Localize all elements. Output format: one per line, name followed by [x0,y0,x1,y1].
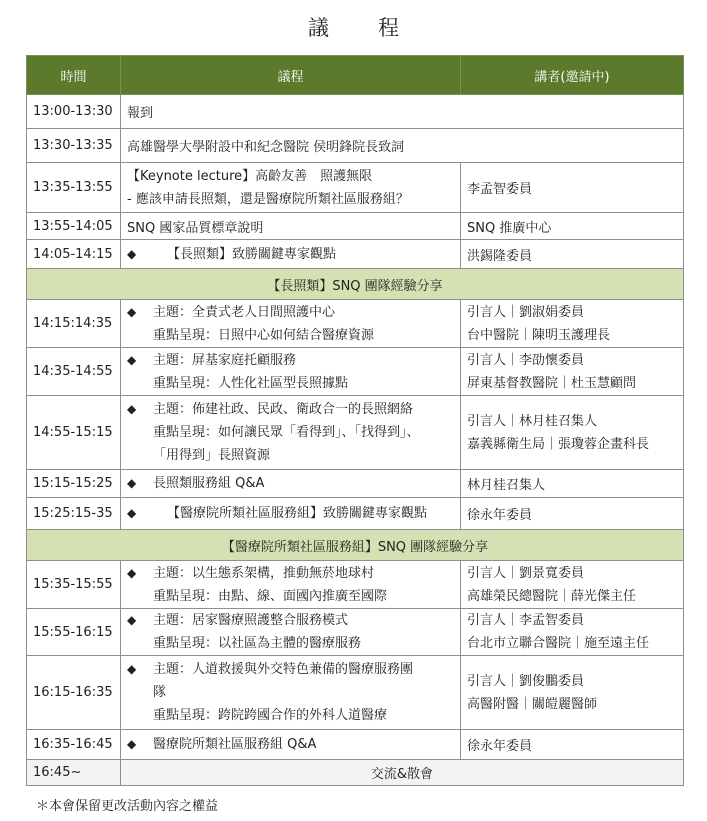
table-row [27,300,684,348]
header-time: 時間 [27,56,121,95]
moderator-line: 引言人｜劉俊鵬委員 [467,673,585,689]
time-cell: 15:25:15-35 [27,498,121,530]
table-row [27,609,684,656]
agenda-cell [121,240,461,269]
topic-line: 主題：佈建社政、民政、衛政合一的長照網絡 [153,402,414,417]
diamond-bullet-icon: ◆ [127,304,137,319]
topic-line: 主題：以生態系架構，推動無菸地球村 [153,565,375,581]
diamond-bullet-icon: ◆ [127,246,137,261]
agenda-line: 【Keynote lecture】高齡友善 照護無限 [127,168,373,184]
diamond-bullet-icon: ◆ [127,352,137,367]
speaker-cell [461,348,684,396]
table-row [27,396,684,470]
moderator-line: 引言人｜林月桂召集人 [467,413,598,429]
table-row [27,129,684,163]
highlight-line: 重點呈現：日照中心如何結合醫療資源 [153,327,375,343]
speaker-cell [461,609,684,656]
agenda-cell [121,498,461,530]
diamond-bullet-icon: ◆ [127,506,137,520]
agenda-cell: 高雄醫學大學附設中和紀念醫院 侯明鋒院長致詞 [121,129,684,163]
page-title: 議 程 [308,16,413,40]
speaker-line: 嘉義縣衛生局｜張瓊蓉企畫科長 [467,436,650,452]
diamond-bullet-icon: ◆ [127,402,137,416]
agenda-cell [121,656,461,730]
section-row [27,269,684,300]
moderator-line: 引言人｜李孟智委員 [467,613,585,628]
speaker-cell [461,396,684,470]
diamond-bullet-icon: ◆ [127,476,137,490]
time-cell: 15:15-15:25 [27,470,121,498]
speaker-cell: SNQ 推廣中心 [461,213,684,240]
table-row [27,240,684,269]
highlight-line: 重點呈現：如何讓民眾「看得到」、「找得到」、 [153,425,420,440]
table-row [27,730,684,760]
moderator-line: 引言人｜劉景寬委員 [467,565,585,581]
speaker-cell: 李孟智委員 [461,163,684,213]
table-header-row [27,56,684,95]
agenda-cell: SNQ 國家品質標章說明 [121,213,461,240]
header-speaker: 講者(邀請中) [461,56,684,95]
agenda-cell [121,396,461,470]
time-cell: 15:55-16:15 [27,609,121,656]
speaker-cell: 林月桂召集人 [461,470,684,498]
speaker-line: 台北市立聯合醫院｜施至遠主任 [467,636,650,651]
table-row [27,163,684,213]
diamond-bullet-icon: ◆ [127,662,137,676]
table-row [27,498,684,530]
time-cell: 16:15-16:35 [27,656,121,730]
speaker-line: 屏東基督教醫院｜杜玉慧顧問 [467,375,637,391]
time-cell: 14:05-14:15 [27,240,121,269]
table-row [27,656,684,730]
speaker-cell: 洪錫隆委員 [461,240,684,269]
section-heading: 【長照類】SNQ 團隊經驗分享 [27,269,684,300]
speaker-cell [461,300,684,348]
time-cell: 14:35-14:55 [27,348,121,396]
speaker-line: 台中醫院｜陳明玉護理長 [467,327,611,343]
time-cell: 13:55-14:05 [27,213,121,240]
time-cell: 13:00-13:30 [27,95,121,129]
agenda-line: - 應該申請長照類，還是醫療院所類社區服務組？ [127,191,409,207]
highlight-line: 重點呈現：跨院跨國合作的外科人道醫療 [153,708,388,723]
topic-line: 主題：全責式老人日間照護中心 [153,304,336,320]
agenda-cell: 報到 [121,95,684,129]
agenda-cell [121,730,461,760]
highlight-line: 重點呈現：以社區為主體的醫療服務 [153,636,362,651]
diamond-bullet-icon: ◆ [127,565,137,580]
agenda-text: 醫療院所類社區服務組 Q&A [153,737,317,752]
agenda-cell [121,561,461,609]
highlight-line: 「用得到」長照資源 [153,448,271,463]
section-row [27,530,684,561]
agenda-cell [121,470,461,498]
table-row [27,470,684,498]
table-row [27,348,684,396]
agenda-cell [121,348,461,396]
table-row [27,95,684,129]
time-cell: 15:35-15:55 [27,561,121,609]
diamond-bullet-icon: ◆ [127,737,137,751]
time-cell: 14:55-15:15 [27,396,121,470]
agenda-cell [121,609,461,656]
agenda-text: 【長照類】致勝關鍵專家觀點 [167,246,337,262]
speaker-cell: 徐永年委員 [461,498,684,530]
closing-cell: 交流&散會 [121,760,684,786]
speaker-cell: 徐永年委員 [461,730,684,760]
agenda-cell [121,300,461,348]
table-row [27,561,684,609]
topic-line-cont: 隊 [153,685,167,700]
agenda-text: 長照類服務組 Q&A [153,476,265,491]
topic-line: 主題：居家醫療照護整合服務模式 [153,613,349,628]
agenda-cell [121,163,461,213]
speaker-cell [461,656,684,730]
section-heading: 【醫療院所類社區服務組】SNQ 團隊經驗分享 [27,530,684,561]
topic-line: 主題：人道救援與外交特色兼備的醫療服務團 [153,662,414,677]
header-agenda: 議程 [121,56,461,95]
moderator-line: 引言人｜劉淑娟委員 [467,304,585,320]
topic-line: 主題：屏基家庭托顧服務 [153,352,297,368]
time-cell: 16:35-16:45 [27,730,121,760]
time-cell: 13:30-13:35 [27,129,121,163]
time-cell: 14:15:14:35 [27,300,121,348]
speaker-line: 高醫附醫｜關皚麗醫師 [467,696,598,712]
table-row [27,760,684,786]
highlight-line: 重點呈現：由點、線、面國內推廣至國際 [153,588,388,604]
speaker-cell [461,561,684,609]
agenda-table [26,55,684,786]
table-row [27,213,684,240]
time-cell: 16:45~ [27,760,121,786]
footnote: ＊本會保留更改活動內容之權益 [36,799,219,814]
agenda-text: 【醫療院所類社區服務組】致勝關鍵專家觀點 [167,506,428,521]
diamond-bullet-icon: ◆ [127,613,137,627]
time-cell: 13:35-13:55 [27,163,121,213]
speaker-line: 高雄榮民總醫院｜薛光傑主任 [467,588,637,604]
highlight-line: 重點呈現：人性化社區型長照據點 [153,375,349,391]
moderator-line: 引言人｜李劭懷委員 [467,352,585,368]
